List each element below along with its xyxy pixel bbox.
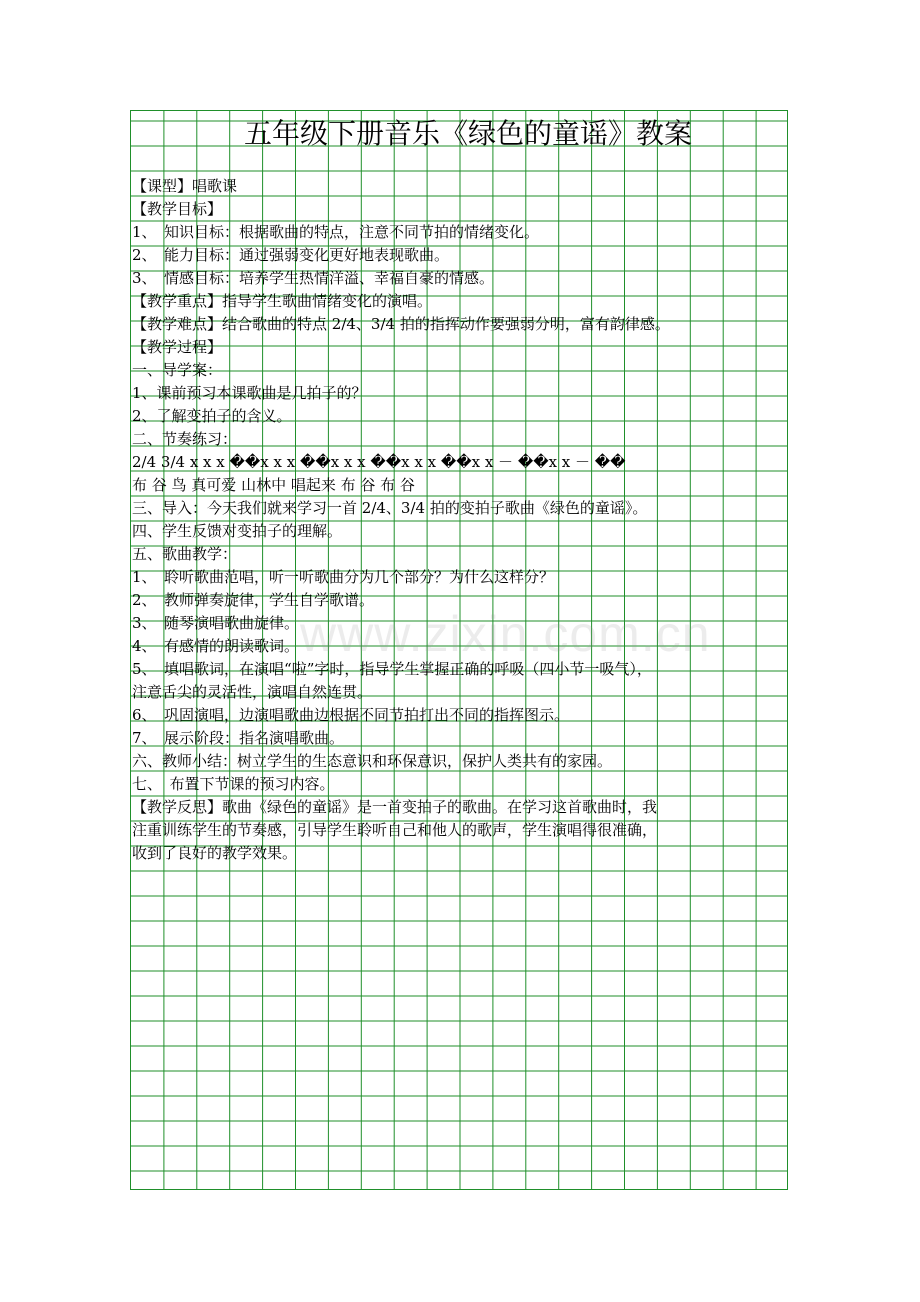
text-line: 注意舌尖的灵活性，演唱自然连贯。 (132, 683, 373, 701)
text-line: 7、 展示阶段：指名演唱歌曲。 (132, 729, 345, 747)
text-line: 1、 知识目标：根据歌曲的特点，注意不同节拍的情绪变化。 (132, 223, 540, 241)
text-line: 1、 聆听歌曲范唱，听一听歌曲分为几个部分？为什么这样分？ (132, 568, 555, 586)
text-line: 1、课前预习本课歌曲是几拍子的？ (132, 384, 367, 402)
text-line: 四、学生反馈对变拍子的理解。 (132, 522, 343, 540)
reflection-line: 收到了良好的教学效果。 (132, 844, 298, 862)
lyrics-line: 布 谷 鸟 真可爱 山林中 唱起来 布 谷 布 谷 (132, 476, 415, 494)
text-line: 2、 教师弹奏旋律，学生自学歌谱。 (132, 591, 375, 609)
text-line: 3、 情感目标：培养学生热情洋溢、幸福自豪的情感。 (132, 269, 495, 287)
lesson-body (132, 175, 788, 865)
text-line: 五、歌曲教学： (132, 545, 238, 563)
text-line: 2、 能力目标：通过强弱变化更好地表现歌曲。 (132, 246, 450, 264)
text-line: 6、 巩固演唱，边演唱歌曲边根据不同节拍打出不同的指挥图示。 (132, 706, 570, 724)
text-line: 5、 填唱歌词，在演唱“啦”字时，指导学生掌握正确的呼吸（四小节一吸气）， (132, 660, 652, 678)
text-line: 六、教师小结：树立学生的生态意识和环保意识，保护人类共有的家园。 (132, 752, 613, 770)
text-line: 二、节奏练习： (132, 430, 238, 448)
text-line: 七、 布置下节课的预习内容。 (132, 775, 335, 793)
watermark: www.zixin.com.cn (300, 606, 711, 662)
text-line: 2、了解变拍子的含义。 (132, 407, 292, 425)
reflection-line: 【教学反思】歌曲《绿色的童谣》是一首变拍子的歌曲。在学习这首歌曲时，我 (132, 798, 658, 816)
text-line: 三、导入：今天我们就来学习一首 2/4、3/4 拍的变拍子歌曲《绿色的童谣》。 (132, 499, 648, 517)
text-line: 【教学过程】 (132, 338, 223, 356)
page-title: 五年级下册音乐《绿色的童谣》教案 (244, 117, 693, 150)
rhythm-line: 2/4 3/4 x x x ��x x x ��x x x ��x x x ��x x － ��x x － �� (132, 453, 626, 471)
text-line: 【教学重点】指导学生歌曲情绪变化的演唱。 (132, 292, 433, 310)
text-line: 【课型】唱歌课 (132, 177, 238, 195)
text-line: 一、导学案： (132, 361, 223, 379)
text-line: 【教学目标】 (132, 200, 223, 218)
text-line: 3、 随琴演唱歌曲旋律。 (132, 614, 300, 632)
text-line: 4、 有感情的朗读歌词。 (132, 637, 300, 655)
reflection-line: 注重训练学生的节奏感，引导学生聆听自己和他人的歌声，学生演唱得很准确， (132, 821, 658, 839)
reflection-paragraph (132, 796, 788, 865)
text-line: 【教学难点】结合歌曲的特点 2/4、3/4 拍的指挥动作要强弱分明，富有韵律感。 (132, 315, 670, 333)
